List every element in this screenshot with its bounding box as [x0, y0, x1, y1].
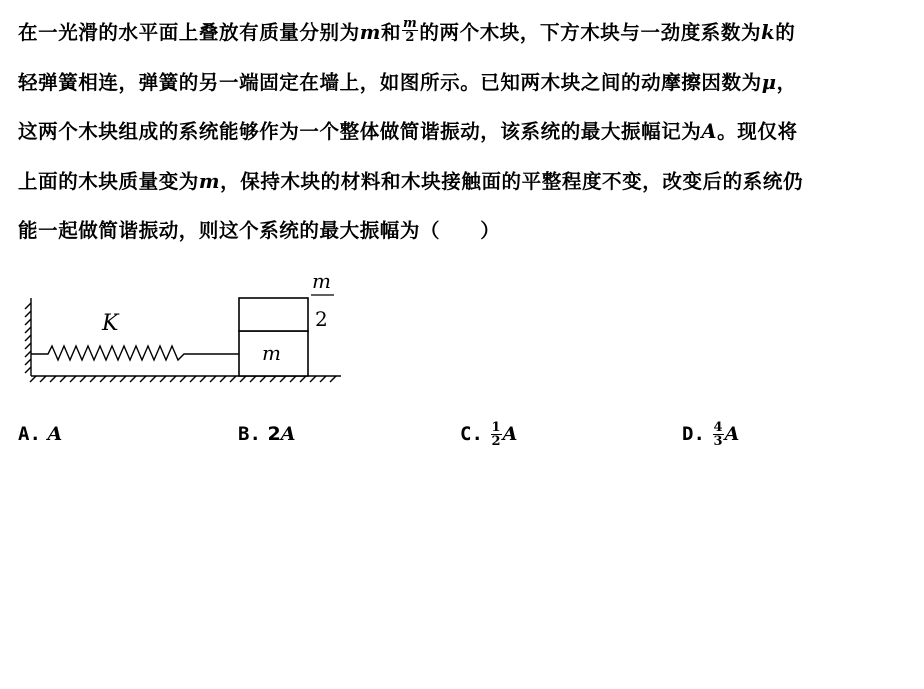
- option-b-value: A: [280, 423, 296, 445]
- top-block-label-numerator: m: [312, 269, 331, 293]
- question-line-2: 轻弹簧相连，弹簧的另一端固定在墙上，如图所示。已知两木块之间的动摩擦因数为μ，: [18, 70, 797, 94]
- option-c-value: A: [502, 423, 518, 445]
- friction-coefficient-symbol: μ: [761, 70, 777, 94]
- question-line-4: 上面的木块质量变为m，保持木块的材料和木块接触面的平整程度不变，改变后的系统仍: [18, 169, 804, 193]
- option-d-fraction: $\frac{4}{3}$: [713, 419, 723, 449]
- floor: [30, 376, 341, 382]
- spring-block-diagram: [24, 268, 354, 388]
- spring-label: K: [102, 311, 119, 336]
- option-a-letter: A.: [18, 423, 41, 445]
- top-block: [239, 298, 308, 331]
- option-d[interactable]: [682, 412, 739, 456]
- answer-options: [18, 412, 918, 456]
- option-d-value: A: [724, 423, 740, 445]
- question-line-1: 在一光滑的水平面上叠放有质量分别为m和 $\frac{m}{2}$ 的两个木块，下方木块与一劲度系数为k的: [18, 16, 796, 45]
- option-a-value: A: [47, 423, 63, 445]
- bottom-block-label: m: [262, 341, 281, 365]
- new-mass-symbol: m: [198, 169, 221, 193]
- mass-m-symbol: m: [359, 21, 381, 44]
- option-c[interactable]: [460, 412, 517, 456]
- option-a[interactable]: [18, 412, 62, 456]
- half-mass-fraction: $\frac{m}{2}$: [403, 16, 418, 45]
- question-line-5: 能一起做简谐振动，则这个系统的最大振幅为（ ）: [18, 219, 501, 242]
- question-text: [18, 8, 908, 256]
- amplitude-symbol: A: [701, 120, 718, 143]
- spring-constant-symbol: k: [761, 21, 776, 44]
- option-b-letter: B.: [238, 423, 261, 445]
- option-c-letter: C.: [460, 423, 483, 445]
- option-b[interactable]: [238, 412, 296, 456]
- spring: [31, 346, 239, 360]
- wall: [25, 298, 31, 376]
- top-block-label-denominator: 2: [315, 307, 328, 331]
- question-line-3: 这两个木块组成的系统能够作为一个整体做简谐振动，该系统的最大振幅记为A。现仅将: [18, 120, 798, 143]
- option-c-fraction: $\frac{1}{2}$: [491, 419, 501, 449]
- option-b-coefficient: 2: [267, 423, 281, 445]
- option-d-letter: D.: [682, 423, 705, 445]
